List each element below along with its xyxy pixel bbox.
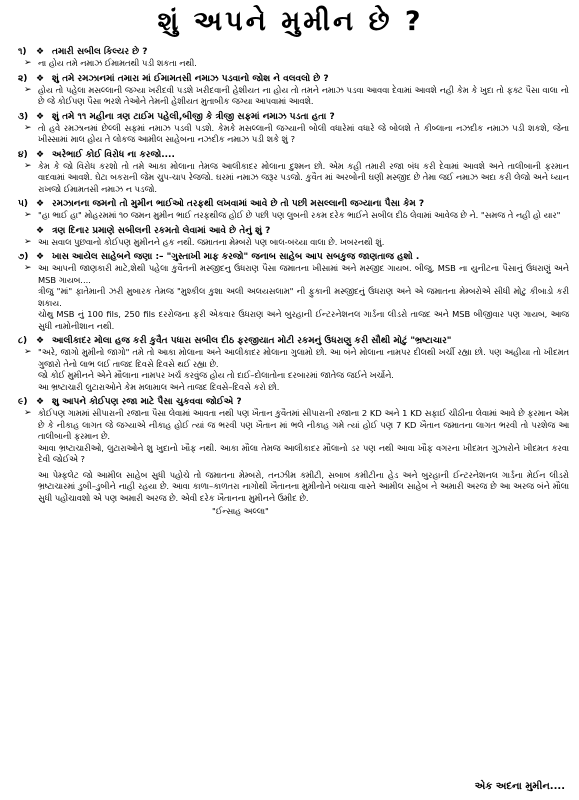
bullet-diamond-icon: ❖ [36, 111, 45, 122]
answer-text: "અરે, જાગો મુમીનો જાગો" તમે તો આકા મોલાના અને આલીકાદર મોલાના ગુલામો છો. આ બંને મોલાના નામપર દીલથી ખર્ચી રહ્યા છો. પણ અહીયા તો ખીદમત ગુજારો તેનો લાભ લઈ તાજદ દિવસે દિવસે થઈ રહ્યા છે. [38, 347, 569, 369]
bullet-diamond-icon: ❖ [36, 336, 45, 346]
question-text: ખાસ આયેલ સાહેબને જણા :– "ગુસ્તાખી માફ કરજો" જનાબ સાહેબ આપ સબકુજ જાણતાજ હશો . [52, 252, 420, 262]
bullet-diamond-icon: ❖ [36, 397, 45, 407]
question-text: આલીકાદર મોલા હજ કરી કુવૈત પધારા સબીલ દીઠ ફરજીયાત મોટી રકમનું ઉધરાણુ કરી સૌથી મોટું "ભ્રષ્ટાચાર" [52, 336, 452, 346]
arrow-bullet-icon: ➢ [24, 263, 32, 273]
question-list [12, 46, 569, 466]
question-row [12, 335, 569, 347]
question-row [12, 111, 569, 123]
signature: એક અદના મુમીન.... [474, 781, 565, 792]
answer-subline: જો કોઈ મુમીનને એને મૌલાના નામપર ખર્ચ કરવુંજ હોય તો દાઈ–દોલાતોના દરબારમાં જાતેજ જઈને ખર્ચોને. [38, 370, 394, 380]
question-row [12, 46, 569, 58]
question-row [12, 73, 569, 85]
arrow-bullet-icon: ➢ [24, 210, 32, 220]
answer-text: કોઈપણ ગામમાં સીપારાની રજાના પૈસા લેવામાં આવતા નથી પણ ખૈતાન કુવૈતમાં સીપારાની રજાના 2 KD અને 1 KD સફાઈ ચીઠીના લેવામાં આવે છે ફરમાન એમ છે કે નીકાહ લાગત જે જગ્યાએ નીકાહ હોઈ ત્યાં જ ભરવી પણ ખૈતાન માં ભલે નીકાહ ગમે ત્યાં હોઈ પણ 7 KD ખૈતાન જમાતના લાગત ભરવી તો પરશેજ આ તાલીબાની ફરમાન છે. [38, 408, 569, 441]
answer-row [24, 237, 569, 249]
question-row [12, 396, 569, 408]
answer-subline: ચોથુ MSB નું 100 fils, 250 fils દરરોજના ફરી એકવાર ઉધરાણ અને બુરહાની ઈન્ટરનેશનલ ગાર્ડના લીડરો તાજદ અને MSB બીજીવાર પણ ગાયબ, આજ સુધી નામોનીશાન નથી. [38, 309, 569, 331]
final-paragraph: આ પેમ્ફલેટ જો આમીલ સાહેબ સુધી પહોચે તો જમાતના મેમ્બરો, તનઝીમ કમીટી, સબાબ કમીટીના હેડ અને બુરહાની ઈન્ટરનેશનલ ગાર્ડના મેઈન લીડરો ભ્રષ્ટાચારમાં ડુબી–ડુબીને નાહી રહયા છે. આવા કાળા–કાળતરા નાગોથી ખૈતાનના મુમીનોને બચાવા વાસ્તે આમીલ સાહેબ ને અમારી અરજ છે આ અરજ બંને મૌલા સુધી પહોંચાવશો એ પણ અમારી અરજ છે. એવી દરેક ખૈતાનના મુમીનને ઉમીદ છે. [38, 469, 569, 503]
arrow-bullet-icon: ➢ [24, 122, 32, 133]
answer-row [24, 161, 569, 196]
answer-text: આ સવાલ પુછવાનો કોઈપણ મુમીનને હક નથી. જમાતના મેમ્બરો પણ બાલ-બચ્યા વાલા છે. ખબરનથી શું. [38, 236, 385, 247]
closing-phrase: "ઈન્સાહ અલ્લા" [212, 506, 269, 516]
question-number: ૯) [18, 397, 28, 407]
answer-subline: આ ભ્રષ્ટાચારી લુટારાઓને કેમ મલામાલ અને તાજદ દિવસે–દિવસે કરો છો. [38, 381, 280, 392]
question-row [12, 225, 569, 237]
question-row [12, 251, 569, 263]
answer-row [24, 408, 569, 443]
question-number: ૨) [18, 73, 28, 84]
answer-text: કેમ કે જો વિરોધ કરશો તો તમે આકા મોલાના તેમજ આલીકાદર મોલાના દુશ્મન છો. એમ કહી તમારી રજા બંધ કરી દેવામાં આવશે અને તાલીબાની ફરમાન વાદવામાં આવશે. ઘેટા બકરાની જેમ ચુપ-ચાપ રેજજો. ઘરમાં નમાઝ જરૂર પડજો. કુવૈત માં અરબોની ઘણી મસ્જીદ છે તેમા જઈ નમાઝ અદા કરી લેજો અને ધ્યાન રાખજો ઈમામતસી નમાઝ ન પડજો. [38, 160, 569, 194]
answer-text: "હા ભાઈ હા" મોહરમમાં ૧૦ જમન મુમીન ભાઈ તરફથીજ હોઈ છે પછી પણ લુબની રકમ દરેક ભાઈને સબીલ દીઠ લેવામાં આવેજ છે ને. "સમજ તે નહી હો યાર" [38, 210, 561, 220]
answer-row [24, 123, 569, 146]
question-text: તમારી સબીલ કિલ્યર છે ? [52, 47, 148, 57]
question-number: ૫) [18, 199, 29, 209]
question-text: ત્રણ દિનાર પ્રમાણે સબીલની રકમતો લેવામાં આવે છે તેનું શું ? [52, 225, 271, 236]
question-text: શું તમે રમઝાનમાં તમારા માં ઈમામતસી નમાઝ પડવાનો જોશ ને વલવલો છે ? [52, 73, 329, 84]
question-number: ૭) [18, 252, 29, 262]
arrow-bullet-icon: ➢ [24, 160, 32, 171]
answer-row [24, 347, 569, 370]
arrow-bullet-icon: ➢ [24, 408, 32, 418]
answer-text: હોય તો પહેલા મસલ્લાની જગ્યા ખરીદવી પડશે ખરીદવાની હેશીયત ના હોય તો તમને નમાઝ પડવા આવવા દેવામાં આવશે નહી કેમ કે ખુદા તો ફક્ટ પૈસા વાલા નો છે જે કોઈપણ પૈસા ભરશે તેઓને તેમની હેશીયત મુતાબીક જગ્યા આપવામાં આવશે. [38, 84, 569, 106]
bullet-diamond-icon: ❖ [36, 149, 45, 160]
page-title: શું અપને મુમીન છે ? [157, 6, 424, 37]
answer-row [24, 210, 569, 222]
question-number: ૮) [18, 336, 28, 346]
answer-row [24, 85, 569, 108]
answer-row [24, 263, 569, 286]
question-row [12, 198, 569, 210]
bullet-diamond-icon: ❖ [36, 73, 45, 84]
arrow-bullet-icon: ➢ [24, 347, 32, 357]
question-row [12, 149, 569, 161]
question-number: ૧) [18, 47, 27, 57]
answer-text: તો હવે રમઝાનમાં છેલ્લી સફમાં નમાઝ પડવી પડશે. કેમકે મસલ્લાની જગ્યાની બોલી વધારેમાં વધારે જે બોલશે તે કીબ્લાના નઝદીક નમાઝ પડી શકશે, જેના ખીસ્સામાં માલ હોય તે લોકજ આમીલ સાહેબના નઝદીક નમાઝ પડી શકે શું ? [38, 122, 569, 144]
bullet-diamond-icon: ❖ [36, 199, 45, 209]
question-number: ૪) [18, 149, 28, 160]
answer-subline: ત્રીજુ "માં" ફાતેમાની ઝરી મુબારક તેમજ "મુશ્કીલ કુશા અલી અલયસલામ" ની ફુકાની મસ્જીદનું ઉધરાણ અને એ જમાતના મેમ્બરોએ સીધી મોટુ કીબાડો કરી શકાય. [38, 286, 569, 308]
bullet-diamond-icon: ❖ [36, 252, 45, 262]
arrow-bullet-icon: ➢ [24, 58, 32, 68]
question-text: શું તમે ૧૧ મહીના ત્રણ ટાઈમ પહેલી,બીજી કે ત્રીજી સફમાં નમાઝ પડતા હતા ? [52, 111, 335, 122]
answer-text: ના હોય તમે નમાઝ ઈમામતથી પડી શકતા નથી. [38, 58, 197, 68]
question-text: શુ આપને કોઈપણ રજા માટે પૈસા ચુકવવા જોઈએ ? [52, 397, 242, 407]
arrow-bullet-icon: ➢ [24, 236, 32, 247]
bullet-diamond-icon: ❖ [36, 47, 45, 57]
answer-subline: આવા ભ્રષ્ટાચારીઓ, લુટારાઓને શુ ખુદાનો ખૌફ નથી. આકા મૌલા તેમજ આલીકાદર મૌલાનો ડર પણ નથી આવા ખૌફ વગરના ખીદમત ગુઝારોને ખીદમત કરવા દેવી જોઈએ ? [38, 442, 569, 464]
answer-row [24, 58, 569, 70]
bullet-diamond-icon: ❖ [36, 225, 45, 236]
question-text: અરેભાઈ કોઈ વિરોધ ના કરજો.... [52, 149, 175, 160]
question-text: રમઝાનના જમનો તો મુમીન ભાઈઓ તરફથી લખવામાં આવે છે તો પછી મસલ્લાની જગ્યાના પૈસા કેમ ? [52, 199, 425, 209]
arrow-bullet-icon: ➢ [24, 84, 32, 95]
question-number: ૩) [18, 111, 29, 122]
answer-text: આ આપની જાણકારી માટે,શેથી પહેલા કુવૈતની મસ્જીદનુ ઉધરાણ પૈસા જમાતના ખીસામાં અને મસ્જીદ ગાયબ. બીજુ, MSB ના યુનીટના પૈસાનું ઉધરાણું અને MSB ગાયબ.... [38, 263, 569, 285]
